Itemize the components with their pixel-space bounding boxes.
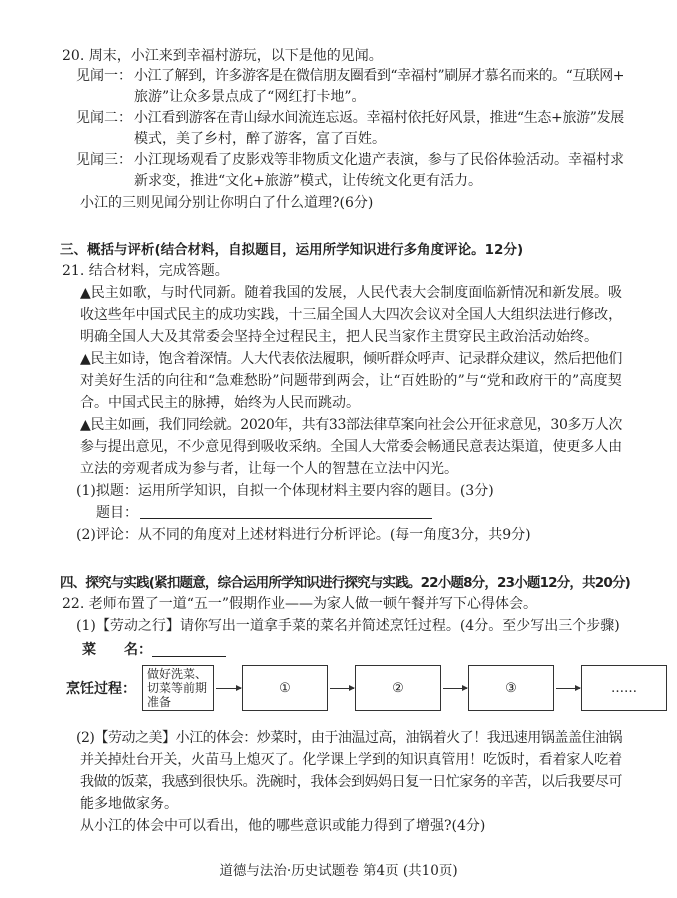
q22-question: 从小江的体会中可以看出，他的哪些意识或能力得到了增强?(4分) bbox=[80, 818, 486, 834]
q21-material-line: ▲民主如诗，饱含着深情。人大代表依法履职，倾听群众呼声、记录群众建议，然后把他们 bbox=[80, 351, 623, 367]
arrow-icon bbox=[216, 688, 241, 689]
step-box-prep: 做好洗菜、切菜等前期准备 bbox=[142, 665, 214, 711]
step-box-2: ② bbox=[355, 665, 441, 711]
q20-item3-text: 小江现场观看了皮影戏等非物质文化遗产表演，参与了民俗体验活动。幸福村求 bbox=[134, 152, 624, 168]
q22-sub1: (1)【劳动之行】请你写出一道拿手菜的菜名并简述烹饪过程。(4分。至少写出三个步骤) bbox=[76, 618, 620, 634]
title-answer-blank[interactable] bbox=[140, 518, 432, 519]
q21-material-line: 对美好生活的向往和“急难愁盼”问题带到两会，让“百姓盼的”与“党和政府干的”高度契 bbox=[80, 373, 623, 389]
q20-item2-text: 小江看到游客在青山绿水间流连忘返。幸福村依托好风景，推进“生态+旅游”发展 bbox=[134, 110, 624, 126]
q20-stem: 20. 周末，小江来到幸福村游玩，以下是他的见闻。 bbox=[62, 48, 383, 64]
q20-item1-text2: 旅游”让众多景点成了“网红打卡地”。 bbox=[134, 89, 366, 105]
q21-material-line: 立法的旁观者成为参与者，让每一个人的智慧在立法中闪光。 bbox=[80, 461, 458, 477]
step-box-more: …… bbox=[581, 665, 667, 711]
q20-question: 小江的三则见闻分别让你明白了什么道理?(6分) bbox=[80, 195, 374, 211]
q20-item3-text2: 新求变，推进“文化+旅游”模式，让传统文化更有活力。 bbox=[134, 173, 483, 189]
q21-material-line: 合。中国式民主的脉搏，始终为人民而跳动。 bbox=[80, 395, 360, 411]
arrow-icon bbox=[443, 688, 467, 689]
q21-material-line: ▲民主如歌，与时代同新。随着我国的发展，人民代表大会制度面临新情况和新发展。吸 bbox=[80, 285, 622, 301]
q21-material-line: ▲民主如画，我们同绘就。2020年，共有33部法律草案向社会公开征求意见，30多万人次 bbox=[80, 417, 622, 433]
q21-material-line: 收这些年中国式民主的成功实践，十三届全国人大四次会议对全国人大组织法进行修改， bbox=[80, 307, 622, 323]
q21-title-label: 题目： bbox=[96, 505, 138, 521]
dish-name-label: 菜 名： bbox=[82, 642, 152, 658]
q22-stem: 22. 老师布置了一道“五一”假期作业——为家人做一顿午餐并写下心得体会。 bbox=[62, 596, 538, 612]
arrow-icon bbox=[330, 688, 354, 689]
arrow-icon bbox=[556, 688, 580, 689]
q20-item2-label: 见闻二： bbox=[76, 110, 132, 126]
q20-item1-text: 小江了解到，许多游客是在微信朋友圈看到“幸福村”刷屏才慕名而来的。“互联网+ bbox=[134, 68, 625, 84]
q22-sub2-line: 能多地做家务。 bbox=[80, 796, 178, 812]
section-4-title: 四、探究与实践(紧扣题意，综合运用所学知识进行探究与实践。22小题8分，23小题12分，共20分) bbox=[60, 575, 630, 591]
page-footer: 道德与法治·历史试题卷 第4页 (共10页) bbox=[219, 863, 458, 879]
dish-name-blank[interactable] bbox=[152, 656, 226, 657]
q21-sub2: (2)评论：从不同的角度对上述材料进行分析评论。(每一角度3分，共9分) bbox=[76, 527, 531, 543]
q22-sub2-line: 我做的饭菜，我感到很快乐。洗碗时，我体会到妈妈日复一日忙家务的辛苦，以后我要尽可 bbox=[80, 774, 622, 790]
section-3-title: 三、概括与评析(结合材料，自拟题目，运用所学知识进行多角度评论。12分) bbox=[60, 242, 524, 258]
q21-stem: 21. 结合材料，完成答题。 bbox=[62, 263, 229, 279]
q20-item1-label: 见闻一： bbox=[76, 68, 132, 84]
q21-material-line: 参与提出意见，不少意见得到吸收采纳。全国人大常委会畅通民意表达渠道，使更多人由 bbox=[80, 439, 622, 455]
step-box-3: ③ bbox=[468, 665, 554, 711]
cooking-process-label: 烹饪过程： bbox=[66, 681, 136, 697]
q21-material-line: 明确全国人大及其常委会坚持全过程民主，把人民当家作主贯穿民主政治活动始终。 bbox=[80, 329, 598, 345]
q20-item2-text2: 模式，美了乡村，醉了游客，富了百姓。 bbox=[134, 131, 386, 147]
q21-sub1: (1)拟题：运用所学知识，自拟一个体现材料主要内容的题目。(3分) bbox=[76, 483, 494, 499]
q20-item3-label: 见闻三： bbox=[76, 152, 132, 168]
q22-sub2-line: 并关掉灶台开关，火苗马上熄灭了。化学课上学到的知识真管用！吃饭时，看着家人吃着 bbox=[80, 752, 622, 768]
q22-sub2-line: (2)【劳动之美】小江的体会：炒菜时，由于油温过高，油锅着火了！我迅速用锅盖盖住油锅 bbox=[76, 730, 623, 746]
step-box-1: ① bbox=[242, 665, 328, 711]
